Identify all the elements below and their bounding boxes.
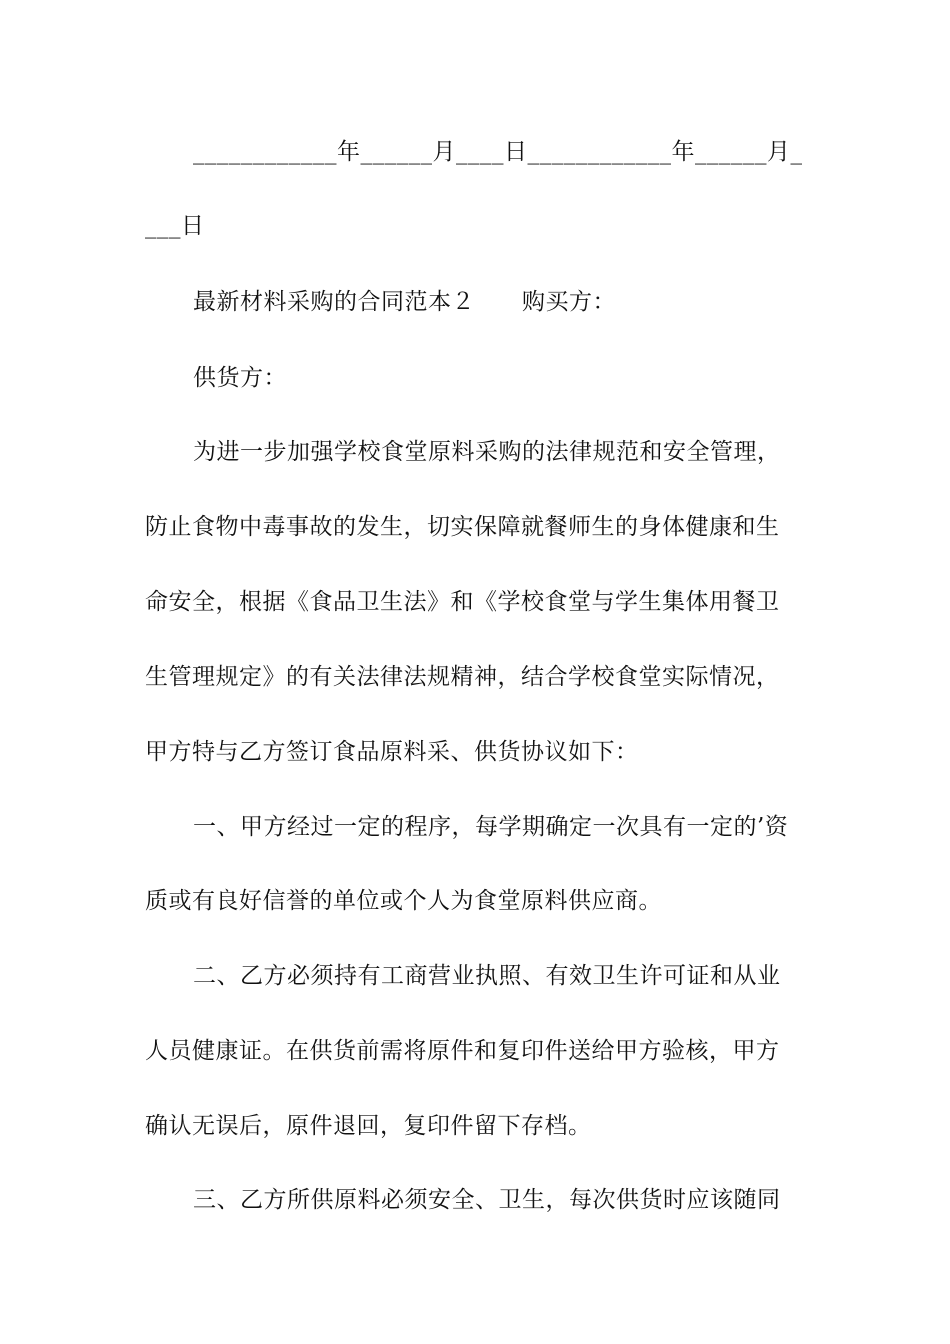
paragraph-line: 防止食物中毒事故的发生，切实保障就餐师生的身体健康和生	[145, 514, 780, 540]
clause-one-line: 质或有良好信誉的单位或个人为食堂原料供应商。	[145, 888, 662, 914]
clause-one-line: 一、甲方经过一定的程序，每学期确定一次具有一定的’资	[193, 814, 789, 840]
signature-date-line-continued: ___日	[145, 213, 205, 239]
paragraph-line: 命安全，根据《食品卫生法》和《学校食堂与学生集体用餐卫	[145, 589, 780, 615]
paragraph-line: 甲方特与乙方签订食品原料采、供货协议如下：	[145, 739, 639, 765]
supplier-label: 供货方：	[193, 365, 287, 391]
clause-two-line: 人员健康证。在供货前需将原件和复印件送给甲方验核，甲方	[145, 1038, 780, 1064]
paragraph-line: 生管理规定》的有关法律法规精神，结合学校食堂实际情况，	[145, 664, 780, 690]
signature-date-line: ____________年______月____日____________年______月_	[193, 139, 803, 165]
clause-two-line: 二、乙方必须持有工商营业执照、有效卫生许可证和从业	[193, 963, 781, 989]
clause-two-line: 确认无误后，原件退回，复印件留下存档。	[145, 1113, 592, 1139]
contract-title-line: 最新材料采购的合同范本２ 购买方：	[193, 289, 616, 315]
paragraph-line: 为进一步加强学校食堂原料采购的法律规范和安全管理，	[193, 439, 781, 465]
clause-three-line: 三、乙方所供原料必须安全、卫生，每次供货时应该随同	[193, 1187, 781, 1213]
